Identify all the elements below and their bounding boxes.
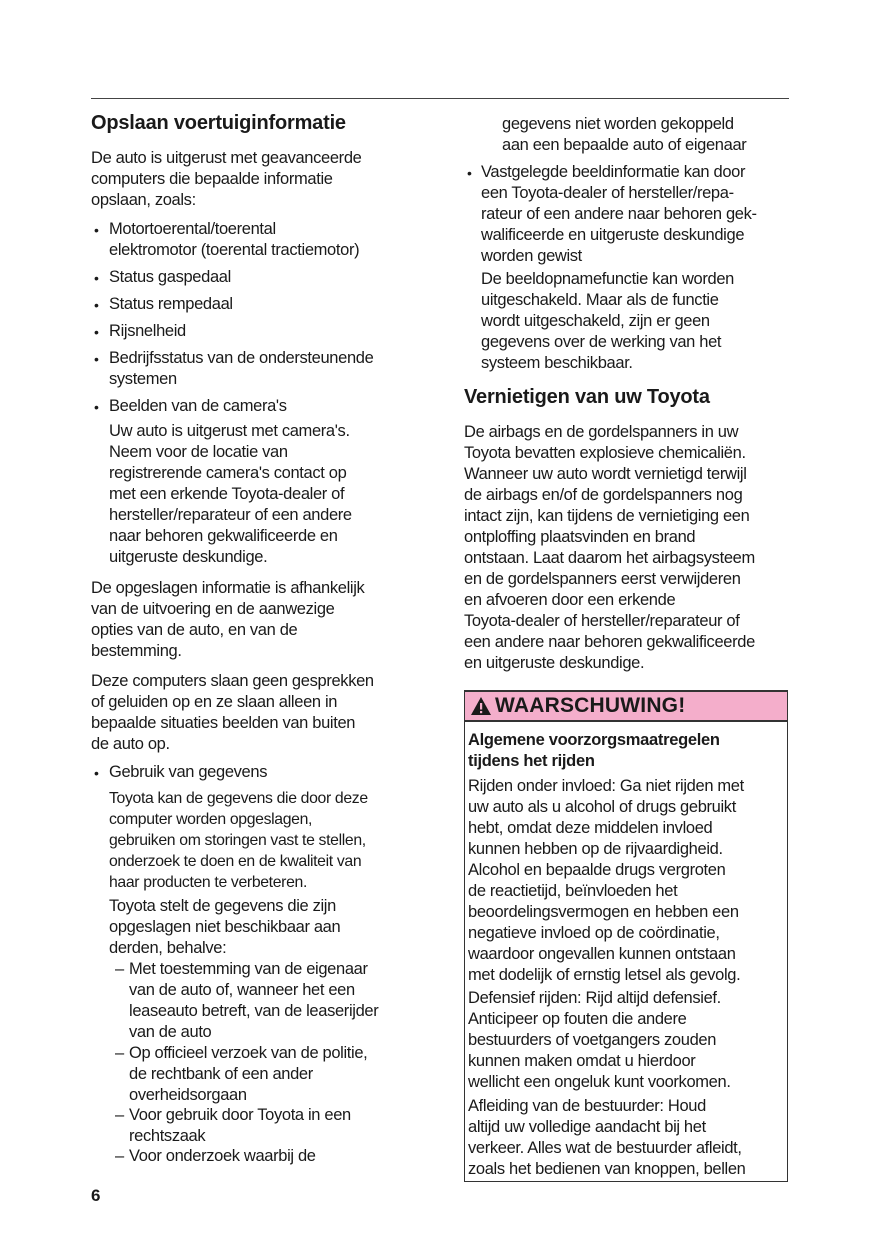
dash-item: Voor gebruik door Toyota in een rechtszaak [129, 1106, 351, 1145]
paragraph: Deze computers slaan geen gesprekken of geluiden op en ze slaan alleen in bepaalde situaties beelden van buiten de auto op. [91, 672, 374, 753]
camera-note: Uw auto is uitgerust met camera's. Neem voor de locatie van registrerende camera's contact op met een erkende Toyota-dealer of hersteller/reparateur of een andere naar behoren gekwalificeerde en uitgeruste deskundige. [109, 422, 352, 566]
list-item: Beelden van de camera's [109, 397, 287, 415]
warning-triangle-icon [471, 697, 491, 715]
bullet-icon: • [94, 399, 99, 415]
warning-paragraph: Defensief rijden: Rijd altijd defensief. Anticipeer op fouten die andere bestuurders of voetgangers zouden kunnen maken omdat u hierdoor wellicht een ongeluk kunt voorkomen. [468, 989, 731, 1091]
bullet-icon: • [94, 270, 99, 286]
dash-icon: – [115, 1147, 124, 1165]
warning-paragraph: Afleiding van de bestuurder: Houd altijd uw volledige aandacht bij het verkeer. Alles wat de bestuurder afleidt, zoals het bedienen van knoppen, bellen [468, 1097, 746, 1178]
bullet-icon: • [94, 297, 99, 313]
list-item: Status gaspedaal [109, 268, 231, 286]
bullet-icon: • [94, 324, 99, 340]
intro-paragraph: De auto is uitgerust met geavanceerde computers die bepaalde informatie opslaan, zoals: [91, 149, 362, 209]
section-heading: Vernietigen van uw Toyota [464, 386, 710, 408]
dash-item-continued: gegevens niet worden gekoppeld aan een bepaalde auto of eigenaar [502, 115, 747, 154]
list-item: Gebruik van gegevens [109, 763, 268, 781]
bullet-icon: • [94, 222, 99, 238]
dash-item: Voor onderzoek waarbij de [129, 1147, 316, 1165]
list-item: Motortoerental/toerental elektromotor (toerental tractiemotor) [109, 220, 360, 259]
warning-box [464, 690, 788, 1182]
usage-text: Toyota kan de gegevens die door deze computer worden opgeslagen, gebruiken om storingen vast te stellen, onderzoek te doen en de kwaliteit van haar producten te verbeteren. [109, 790, 368, 891]
top-rule [91, 98, 789, 99]
bullet-icon: • [467, 165, 472, 181]
dash-icon: – [115, 1044, 124, 1062]
list-item: Bedrijfsstatus van de ondersteunende systemen [109, 349, 374, 388]
section-heading: Opslaan voertuiginformatie [91, 112, 346, 134]
list-item: Status rempedaal [109, 295, 233, 313]
paragraph: De opgeslagen informatie is afhankelijk van de uitvoering en de aanwezige opties van de auto, en van de bestemming. [91, 579, 365, 660]
list-item: Vastgelegde beeldinformatie kan door een Toyota-dealer of hersteller/repa- rateur of een andere naar behoren gek- walificeerde en uitgeruste deskundige worden gewist [481, 163, 757, 265]
paragraph: De airbags en de gordelspanners in uw Toyota bevatten explosieve chemicaliën. Wanneer uw auto wordt vernietigd terwijl de airbags en/of de gordelspanners nog intact zijn, kan tijdens de vernietiging een ontploffing plaatsvinden en brand ontstaan. Laat daarom het airbagsysteem en de gordelspanners eerst verwijderen en afvoeren door een erkende Toyota-dealer of hersteller/reparateur of een andere naar behoren gekwalificeerde en uitgeruste deskundige. [464, 423, 755, 672]
image-note: De beeldopnamefunctie kan worden uitgeschakeld. Maar als de functie wordt uitgeschakeld, zijn er geen gegevens over de werking van het systeem beschikbaar. [481, 270, 734, 372]
warning-paragraph: Rijden onder invloed: Ga niet rijden met uw auto als u alcohol of drugs gebruikt hebt, omdat deze middelen invloed kunnen hebben op de rijvaardigheid. Alcohol en bepaalde drugs vergroten de reactietijd, beïnvloeden het beoordelingsvermogen en hebben een negatieve invloed op de coördinatie, waardoor ongevallen kunnen ontstaan met dodelijk of ernstig letsel als gevolg. [468, 777, 744, 984]
warning-header [465, 691, 787, 722]
page-number: 6 [91, 1186, 101, 1205]
list-item: Rijsnelheid [109, 322, 186, 340]
dash-icon: – [115, 1106, 124, 1124]
warning-title: WAARSCHUWING! [495, 694, 686, 717]
bullet-icon: • [94, 351, 99, 367]
dash-item: Op officieel verzoek van de politie, de rechtbank of een ander overheidsorgaan [129, 1044, 368, 1104]
warning-subheading: Algemene voorzorgsmaatregelen tijdens het rijden [468, 731, 720, 770]
bullet-icon: • [94, 765, 99, 781]
dash-icon: – [115, 960, 124, 978]
share-text: Toyota stelt de gegevens die zijn opgeslagen niet beschikbaar aan derden, behalve: [109, 897, 341, 957]
dash-item: Met toestemming van de eigenaar van de auto of, wanneer het een leaseauto betreft, van de leaserijder van de auto [129, 960, 379, 1041]
